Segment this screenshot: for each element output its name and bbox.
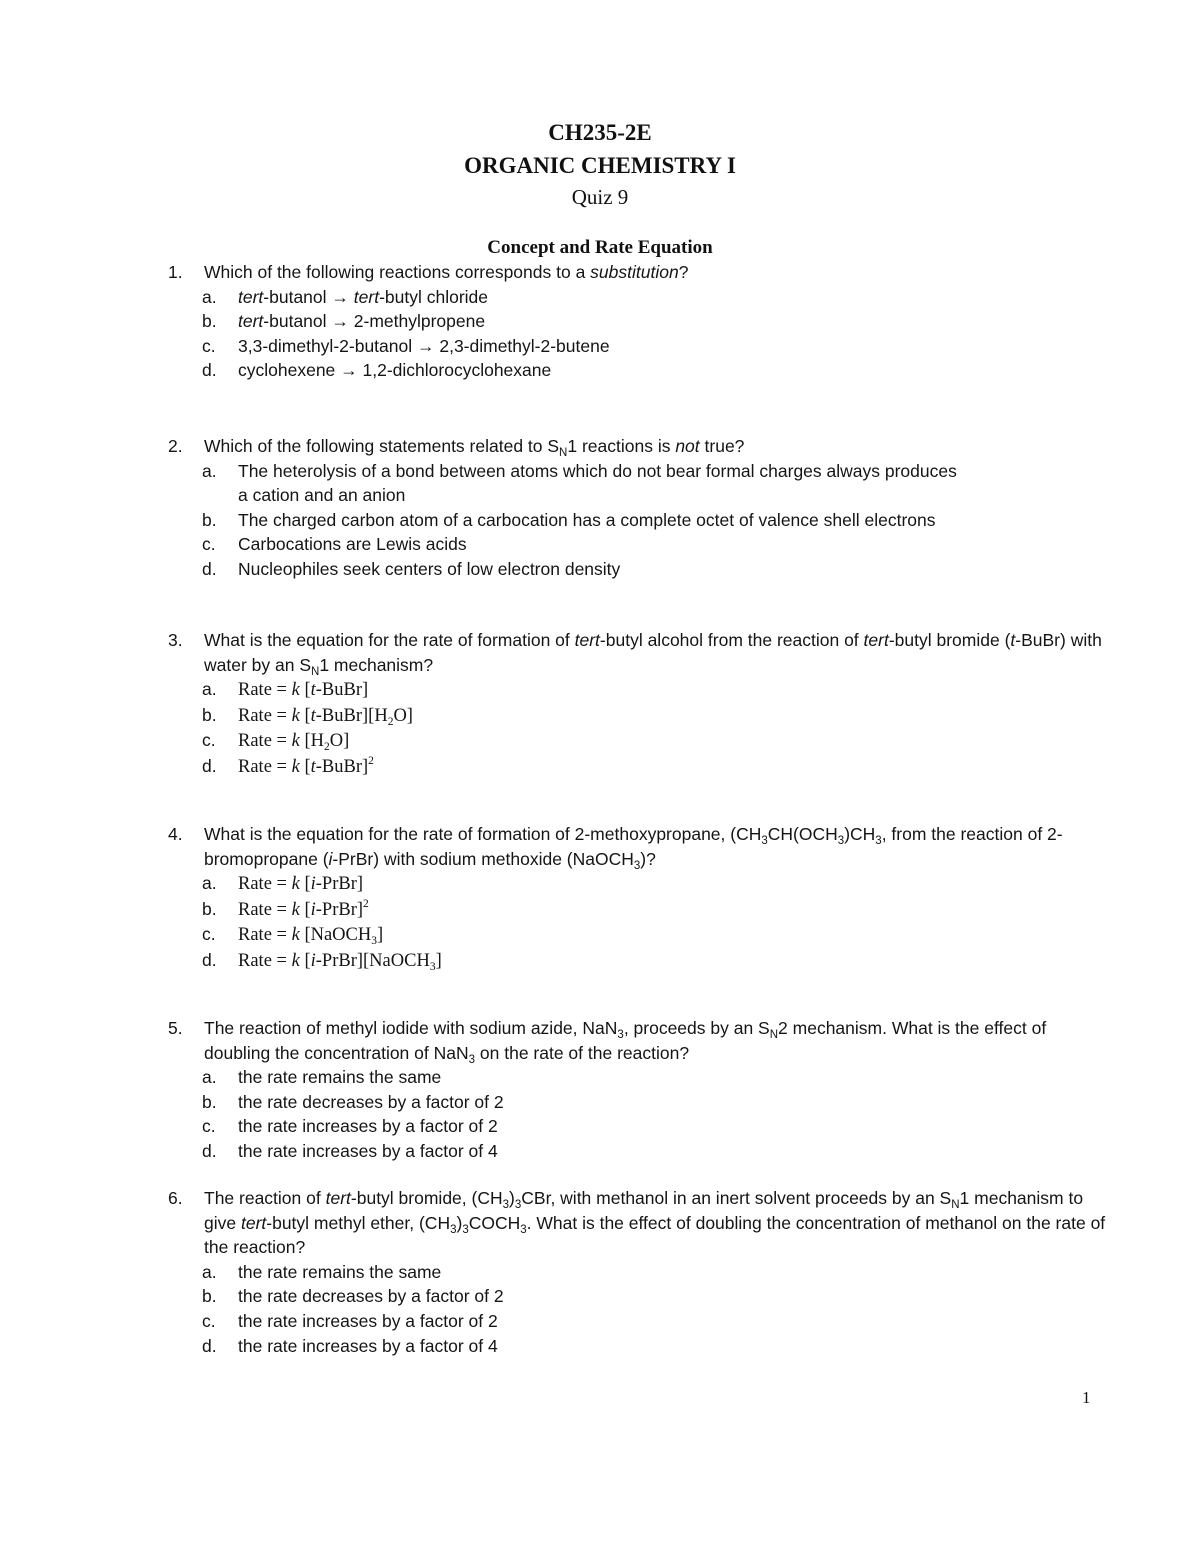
question-stem: The reaction of methyl iodide with sodium azide, NaN$_3$, proceeds by an $S_N2$ mechanism. What is the effect of doubling the concentration of NaN$_3$ on the rate of the reaction? (204, 1018, 1047, 1066)
option-letter: a. (202, 1261, 217, 1282)
option-letter: c. (202, 335, 216, 356)
option-5c (202, 1114, 1108, 1139)
option-text: Rate = k [i-PrBr] (238, 874, 364, 895)
page-number: 1 (1082, 1388, 1091, 1407)
question-number: 4. (168, 824, 183, 844)
question-number: 1. (168, 262, 183, 282)
option-letter: d. (202, 558, 217, 579)
option-1b (202, 309, 1108, 334)
option-2b (202, 508, 1108, 533)
option-text: the rate increases by a factor of 4 (238, 1335, 498, 1356)
question-number: 3. (168, 630, 183, 650)
option-2c (202, 532, 1108, 557)
question-3 (168, 628, 1108, 780)
question-6 (168, 1186, 1108, 1358)
option-3b (202, 703, 1108, 729)
option-letter: a. (202, 1067, 217, 1088)
option-letter: b. (202, 509, 217, 530)
option-3d (202, 754, 1108, 780)
option-4a (202, 871, 1108, 897)
option-5a (202, 1065, 1108, 1090)
option-text: Carbocations are Lewis acids (238, 534, 467, 555)
option-text: Rate = k [t-BuBr]$^2$ (238, 754, 374, 777)
option-text: Rate = k [t-BuBr] (238, 680, 369, 701)
option-6b (202, 1284, 1108, 1309)
option-letter: b. (202, 704, 217, 725)
option-letter: c. (202, 1116, 216, 1137)
option-letter: a. (202, 873, 217, 894)
option-6d (202, 1334, 1108, 1359)
option-letter: b. (202, 898, 217, 919)
option-letter: b. (202, 1091, 217, 1112)
option-text: tert-butanol → 2-methylpropene (238, 311, 486, 332)
option-text: the rate increases by a factor of 2 (238, 1310, 498, 1331)
option-letter: d. (202, 949, 217, 970)
option-letter: a. (202, 679, 217, 700)
option-letter: d. (202, 755, 217, 776)
option-text: 3,3-dimethyl-2-butanol → 2,3-dimethyl-2-butene (238, 335, 610, 356)
option-letter: d. (202, 360, 217, 381)
question-stem: Which of the following reactions corresponds to a substitution? (204, 262, 689, 282)
question-number: 6. (168, 1188, 183, 1208)
option-3a (202, 677, 1108, 703)
option-4d (202, 948, 1108, 974)
option-6c (202, 1309, 1108, 1334)
option-text: cyclohexene → 1,2-dichlorocyclohexane (238, 360, 552, 381)
option-2d (202, 557, 1108, 582)
question-stem: Which of the following statements related to $S_N1$ reactions is not true? (204, 436, 745, 459)
option-text: Rate = k $[H_2O]$ (238, 731, 350, 754)
option-text: the rate remains the same (238, 1067, 442, 1088)
option-5d (202, 1139, 1108, 1164)
option-text: the rate decreases by a factor of 2 (238, 1091, 504, 1112)
option-4c (202, 922, 1108, 948)
option-4b (202, 897, 1108, 923)
option-text: Rate = k [i-PrBr][NaOCH$_3$] (238, 950, 442, 973)
option-2a (202, 459, 1108, 508)
question-5 (168, 1016, 1108, 1164)
option-text: the rate decreases by a factor of 2 (238, 1286, 504, 1307)
option-text: The charged carbon atom of a carbocation has a complete octet of valence shell electrons (238, 509, 936, 530)
option-text: Rate = k [NaOCH$_3$] (238, 925, 384, 948)
option-letter: c. (202, 534, 216, 555)
question-1 (168, 260, 1108, 383)
option-letter: d. (202, 1140, 217, 1161)
question-number: 5. (168, 1018, 183, 1038)
option-letter: c. (202, 730, 216, 751)
course-code: CH235-2E (548, 120, 652, 145)
quiz-label: Quiz 9 (571, 185, 629, 209)
option-1d (202, 358, 1108, 383)
option-1c (202, 334, 1108, 359)
option-letter: c. (202, 1310, 216, 1331)
option-letter: a. (202, 286, 217, 307)
question-stem: What is the equation for the rate of formation of tert-butyl alcohol from the reaction of tert-butyl bromide (t-BuBr) with water by an $S_N1$ mechanism? (204, 630, 1102, 678)
option-text: tert-butanol → tert-butyl chloride (238, 286, 489, 307)
option-letter: c. (202, 924, 216, 945)
option-text: The heterolysis of a bond between atoms which do not bear formal charges always produces a cation and an anion (238, 460, 957, 506)
question-stem: The reaction of tert-butyl bromide, $(CH_3)_3CBr$, with methanol in an inert solvent proceeds by an $S_N1$ mechanism to give tert-butyl methyl ether, $(CH_3)_3COCH_3$. What is the effect of doubling the concentration of methanol on the rate of the reaction? (204, 1188, 1106, 1258)
option-6a (202, 1260, 1108, 1285)
question-2 (168, 434, 1108, 582)
option-letter: b. (202, 311, 217, 332)
question-number: 2. (168, 436, 183, 456)
question-stem: What is the equation for the rate of formation of 2-methoxypropane, ($CH_3CH(OCH_3)CH_3$, from the reaction of 2-bromopropane (i-PrBr) with sodium methoxide (NaOCH$_3$)? (204, 824, 1063, 872)
option-text: the rate remains the same (238, 1261, 442, 1282)
option-text: Rate = k $[t-BuBr][H_2O]$ (238, 705, 413, 728)
option-text: Nucleophiles seek centers of low electron density (238, 558, 621, 579)
option-1a (202, 285, 1108, 310)
option-letter: a. (202, 460, 217, 481)
option-letter: b. (202, 1286, 217, 1307)
option-5b (202, 1090, 1108, 1115)
option-text: Rate = k [i-PrBr]$^2$ (238, 897, 369, 920)
option-letter: d. (202, 1335, 217, 1356)
option-text: the rate increases by a factor of 2 (238, 1116, 498, 1137)
section-heading: Concept and Rate Equation (487, 237, 713, 258)
option-3c (202, 728, 1108, 754)
question-4 (168, 822, 1108, 974)
course-title: ORGANIC CHEMISTRY I (464, 153, 736, 178)
option-text: the rate increases by a factor of 4 (238, 1140, 498, 1161)
